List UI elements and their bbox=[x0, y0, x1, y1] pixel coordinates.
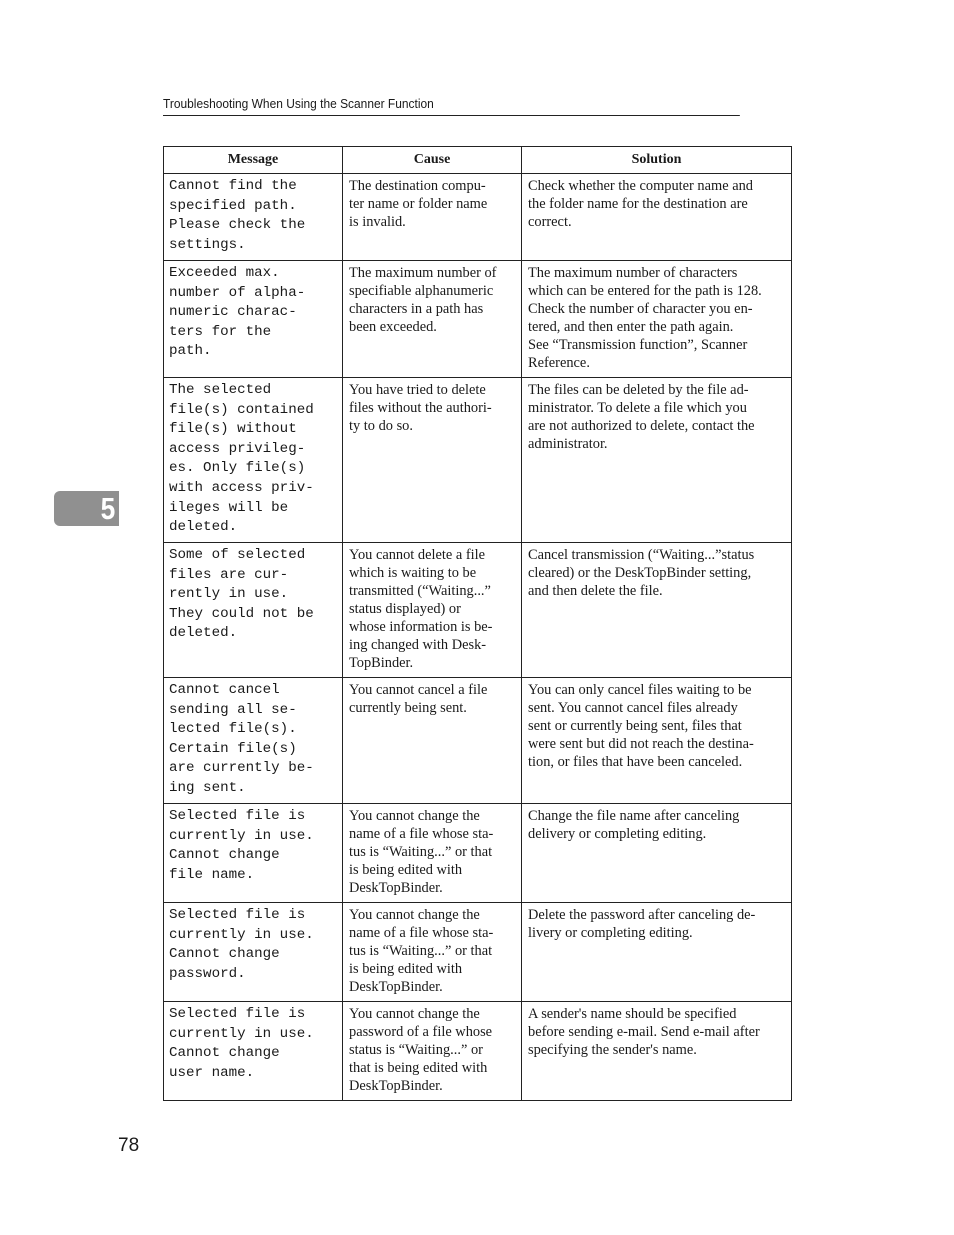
message-cell: Selected file is currently in use. Cannot change file name. bbox=[164, 804, 343, 903]
cause-cell: You have tried to delete files without the authori- ty to do so. bbox=[343, 378, 522, 543]
table-row bbox=[164, 678, 792, 804]
message-cell: Cannot cancel sending all se- lected file(s). Certain file(s) are currently be- ing sent. bbox=[164, 678, 343, 804]
table-header-row bbox=[164, 147, 792, 174]
solution-cell: The files can be deleted by the file ad- ministrator. To delete a file which you are not authorized to delete, contact the administrator. bbox=[522, 378, 792, 543]
chapter-number: 5 bbox=[100, 491, 115, 526]
table-row bbox=[164, 1002, 792, 1101]
header-title: Troubleshooting When Using the Scanner Function bbox=[163, 96, 434, 111]
table-row bbox=[164, 261, 792, 378]
message-cell: Selected file is currently in use. Cannot change user name. bbox=[164, 1002, 343, 1101]
message-cell: Exceeded max. number of alpha- numeric charac- ters for the path. bbox=[164, 261, 343, 378]
chapter-tab bbox=[54, 491, 119, 526]
page-number: 78 bbox=[118, 1135, 140, 1156]
running-header bbox=[163, 96, 740, 116]
column-header-solution: Solution bbox=[522, 147, 792, 174]
solution-cell: Check whether the computer name and the folder name for the destination are correct. bbox=[522, 174, 792, 261]
message-cell: Selected file is currently in use. Cannot change password. bbox=[164, 903, 343, 1002]
cause-cell: You cannot change the password of a file whose status is “Waiting...” or that is being edited with DeskTopBinder. bbox=[343, 1002, 522, 1101]
cause-cell: You cannot change the name of a file whose sta- tus is “Waiting...” or that is being edited with DeskTopBinder. bbox=[343, 804, 522, 903]
cause-cell: You cannot cancel a file currently being sent. bbox=[343, 678, 522, 804]
solution-cell: Change the file name after canceling delivery or completing editing. bbox=[522, 804, 792, 903]
solution-cell: Cancel transmission (“Waiting...”status cleared) or the DeskTopBinder setting, and then delete the file. bbox=[522, 543, 792, 678]
table-row bbox=[164, 903, 792, 1002]
message-cell: Cannot find the specified path. Please check the settings. bbox=[164, 174, 343, 261]
column-header-message: Message bbox=[164, 147, 343, 174]
solution-cell: You can only cancel files waiting to be sent. You cannot cancel files already sent or currently being sent, files that were sent but did not reach the destina- tion, or files that have been canceled. bbox=[522, 678, 792, 804]
message-cell: The selected file(s) contained file(s) without access privileg- es. Only file(s) with access priv- ileges will be deleted. bbox=[164, 378, 343, 543]
table-row bbox=[164, 174, 792, 261]
solution-cell: The maximum number of characters which can be entered for the path is 128. Check the number of character you en- tered, and then enter the path again. See “Transmission function”, Scanner Reference. bbox=[522, 261, 792, 378]
table-row bbox=[164, 378, 792, 543]
column-header-cause: Cause bbox=[343, 147, 522, 174]
troubleshooting-table bbox=[163, 146, 792, 1101]
table-row bbox=[164, 804, 792, 903]
table-row bbox=[164, 543, 792, 678]
cause-cell: The destination compu- ter name or folder name is invalid. bbox=[343, 174, 522, 261]
message-cell: Some of selected files are cur- rently in use. They could not be deleted. bbox=[164, 543, 343, 678]
cause-cell: You cannot delete a file which is waiting to be transmitted (“Waiting...” status displayed) or whose information is be- ing changed with Desk- TopBinder. bbox=[343, 543, 522, 678]
solution-cell: Delete the password after canceling de- livery or completing editing. bbox=[522, 903, 792, 1002]
solution-cell: A sender's name should be specified before sending e-mail. Send e-mail after specifying the sender's name. bbox=[522, 1002, 792, 1101]
cause-cell: You cannot change the name of a file whose sta- tus is “Waiting...” or that is being edited with DeskTopBinder. bbox=[343, 903, 522, 1002]
cause-cell: The maximum number of specifiable alphanumeric characters in a path has been exceeded. bbox=[343, 261, 522, 378]
